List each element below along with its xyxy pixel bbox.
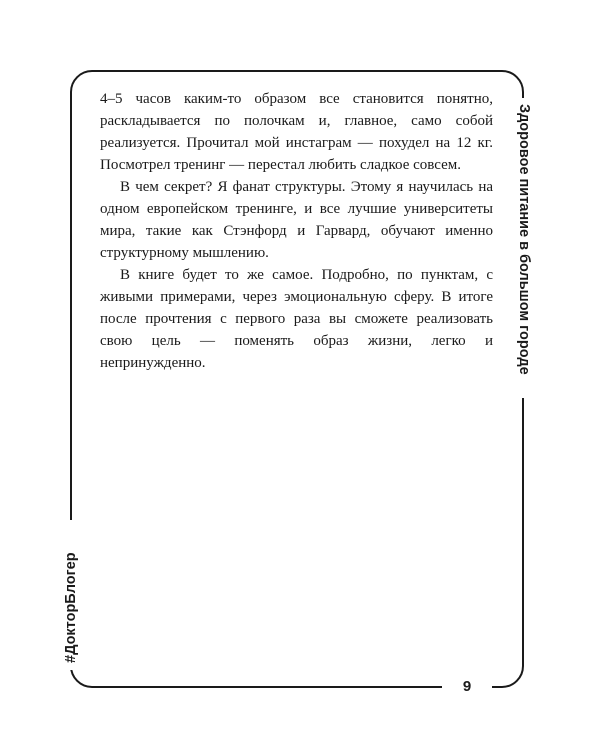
paragraph-1: 4–5 часов каким-то образом все становится понятно, раскладывается по полочкам и, главное, само собой реализуется. Прочитал мой инстаграм — похудел на 12 кг. Посмотрел тренинг — перестал любить сладкое совсем.	[100, 91, 493, 173]
book-title-running-head: Здоровое питание в большом городе	[516, 104, 532, 375]
paragraph-3: В книге будет то же самое. Подробно, по пунктам, с живыми примерами, через эмоциональную сферу. В итоге после прочтения с первого раза вы сможете реализовать свою цель — поменять образ жизни, легко и непринужденно.	[100, 267, 493, 371]
series-hashtag: #ДокторБлогер	[63, 552, 79, 663]
page-number: 9	[462, 678, 472, 695]
paragraph-2: В чем секрет? Я фанат структуры. Этому я научилась на одном европейском тренинге, и все лучшие университеты мира, такие как Стэнфорд и Гарвард, обучают именно структурному мышлению.	[100, 179, 493, 261]
body-text	[100, 88, 493, 374]
